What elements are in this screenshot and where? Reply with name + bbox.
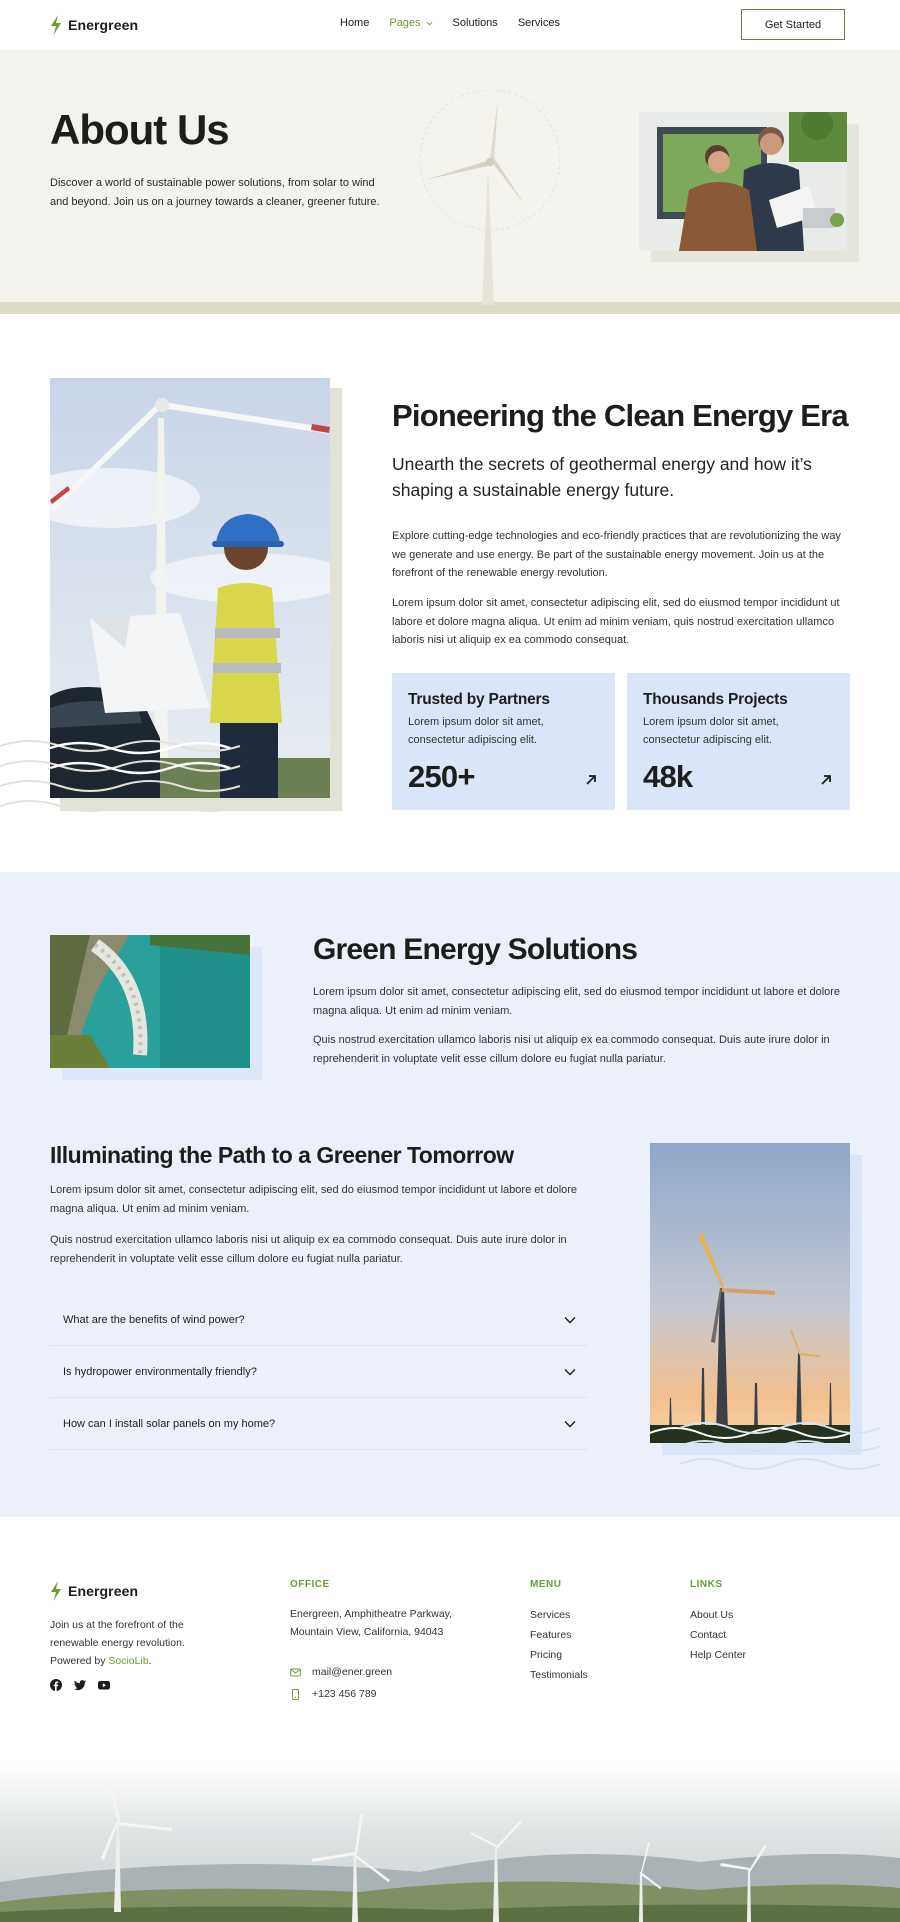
team-photo	[639, 112, 847, 251]
footer-description	[50, 1616, 220, 1670]
nav-label: Services	[517, 17, 560, 29]
brand-logo[interactable]	[50, 15, 138, 35]
main-nav	[340, 17, 560, 29]
faq-item[interactable]	[50, 1346, 588, 1398]
footer-link-about[interactable]: About Us	[690, 1609, 734, 1621]
faq-item[interactable]	[50, 1294, 588, 1346]
nav-item-pages[interactable]	[389, 17, 432, 29]
arrow-up-right-icon[interactable]	[820, 774, 832, 786]
footer-desc-text: Join us at the forefront of the renewable energy revolution. Powered by	[50, 1619, 185, 1667]
landscape-turbines-photo	[0, 1762, 900, 1922]
footer-heading-office: OFFICE	[290, 1579, 330, 1590]
phone-icon	[290, 1689, 301, 1700]
illuminate-title: Illuminating the Path to a Greener Tomorrow	[50, 1142, 514, 1168]
faq-accordion	[50, 1294, 588, 1450]
social-links	[50, 1679, 110, 1691]
hero-description: Discover a world of sustainable power solutions, from solar to wind and beyond. Join us on a journey towards a cleaner, greener future.	[50, 177, 380, 208]
illuminate-paragraph: Quis nostrud exercitation ullamco laboris nisi ut aliquip ex ea commodo consequat. Duis aute irure dolor in reprehenderit in voluptate velit esse cillum dolore eu fugiat nulla pariatur.	[50, 1234, 567, 1265]
green-energy-paragraph: Lorem ipsum dolor sit amet, consectetur adipiscing elit, sed do eiusmod tempor incididunt ut labore et dolore magna aliqua. Ut enim ad minim veniam.	[313, 986, 841, 1017]
chevron-down-icon	[426, 20, 433, 27]
stat-card-partners	[392, 673, 615, 810]
nav-item-solutions[interactable]	[453, 17, 498, 29]
footer-link-features[interactable]: Features	[530, 1629, 572, 1641]
faq-question: What are the benefits of wind power?	[63, 1313, 245, 1326]
dam-photo	[50, 935, 250, 1068]
footer-desc-end: .	[148, 1655, 152, 1667]
nav-label: Pages	[389, 17, 421, 29]
pioneer-title: Pioneering the Clean Energy Era	[392, 398, 848, 433]
footer-link-services[interactable]: Services	[530, 1609, 571, 1621]
stat-card-projects	[627, 673, 850, 810]
youtube-icon[interactable]	[98, 1679, 110, 1691]
footer-menu-list	[530, 1605, 588, 1685]
decorative-waves	[0, 736, 250, 830]
sociolib-link[interactable]: SocioLib	[108, 1655, 149, 1667]
twitter-icon[interactable]	[74, 1679, 86, 1691]
faq-item[interactable]	[50, 1398, 588, 1450]
sunset-turbines-photo	[650, 1143, 850, 1443]
illuminate-paragraph: Lorem ipsum dolor sit amet, consectetur adipiscing elit, sed do eiusmod tempor incididunt ut labore et dolore magna aliqua. Ut enim ad minim veniam.	[50, 1184, 578, 1215]
footer-heading-menu: MENU	[530, 1579, 562, 1590]
engineer-photo	[50, 378, 330, 798]
pioneer-paragraph: Explore cutting-edge technologies and eco-friendly practices that are revolutionizing the way we generate and use energy. Be part of the sustainable energy movement. Join us at the forefront of the renewable energy revolution.	[392, 530, 841, 579]
chevron-down-icon	[564, 1316, 576, 1324]
pioneer-subtitle: Unearth the secrets of geothermal energy and how it’s shaping a sustainable energy future.	[392, 454, 812, 500]
green-energy-title: Green Energy Solutions	[313, 933, 638, 966]
brand-name: Energreen	[68, 1583, 139, 1599]
decorative-waves	[680, 1418, 900, 1478]
turbine-illustration	[410, 90, 560, 305]
faq-question: How can I install solar panels on my home?	[63, 1417, 276, 1430]
email-text: mail@ener.green	[312, 1666, 393, 1678]
worker-image	[50, 378, 330, 798]
faq-question: Is hydropower environmentally friendly?	[63, 1365, 257, 1378]
footer-brand-logo[interactable]	[50, 1581, 138, 1601]
stat-card-value: 48k	[643, 759, 693, 794]
stat-card-title: Thousands Projects	[643, 691, 788, 708]
stat-card-desc: Lorem ipsum dolor sit amet, consectetur adipiscing elit.	[643, 716, 779, 746]
dam-image	[50, 935, 250, 1068]
stat-card-title: Trusted by Partners	[408, 691, 550, 708]
office-phone[interactable]	[290, 1688, 377, 1700]
footer-heading-links: LINKS	[690, 1579, 723, 1590]
green-energy-paragraph: Quis nostrud exercitation ullamco laboris nisi ut aliquip ex ea commodo consequat. Duis aute irure dolor in reprehenderit in voluptate velit esse cillum dolore eu fugiat nulla pariatur.	[313, 1034, 830, 1065]
stat-card-desc: Lorem ipsum dolor sit amet, consectetur adipiscing elit.	[408, 716, 544, 746]
phone-text: +123 456 789	[312, 1688, 377, 1700]
mail-icon	[290, 1667, 301, 1678]
hero-image-team	[639, 112, 847, 251]
pioneer-paragraph: Lorem ipsum dolor sit amet, consectetur adipiscing elit, sed do eiusmod tempor incididunt ut labore et dolore magna aliqua. Ut enim ad minim veniam, quis nostrud exercitation ullamco laboris nisi ut aliquip ex ea commodo consequat.	[392, 597, 840, 646]
get-started-button[interactable]: Get Started	[741, 9, 845, 40]
footer-link-contact[interactable]: Contact	[690, 1629, 727, 1641]
lightning-icon	[50, 1581, 62, 1601]
facebook-icon[interactable]	[50, 1679, 62, 1691]
office-address: Energreen, Amphitheatre Parkway, Mountain View, California, 94043	[290, 1608, 453, 1638]
sunset-turbines-image	[650, 1143, 850, 1443]
footer-landscape-image	[0, 1762, 900, 1922]
nav-item-home[interactable]	[340, 17, 369, 29]
page-title: About Us	[50, 106, 229, 153]
lightning-icon	[50, 15, 62, 35]
nav-label: Solutions	[452, 17, 498, 29]
nav-label: Home	[340, 17, 370, 29]
office-email[interactable]	[290, 1666, 392, 1678]
nav-item-services[interactable]	[518, 17, 560, 29]
footer-link-pricing[interactable]: Pricing	[530, 1649, 563, 1661]
footer-link-help[interactable]: Help Center	[690, 1649, 747, 1661]
footer-link-testimonials[interactable]: Testimonials	[530, 1669, 588, 1681]
footer-links-list	[690, 1605, 746, 1665]
brand-name: Energreen	[68, 17, 139, 33]
site-header	[0, 0, 900, 50]
chevron-down-icon	[564, 1368, 576, 1376]
arrow-up-right-icon[interactable]	[585, 774, 597, 786]
stat-card-value: 250+	[408, 759, 475, 794]
chevron-down-icon	[564, 1420, 576, 1428]
